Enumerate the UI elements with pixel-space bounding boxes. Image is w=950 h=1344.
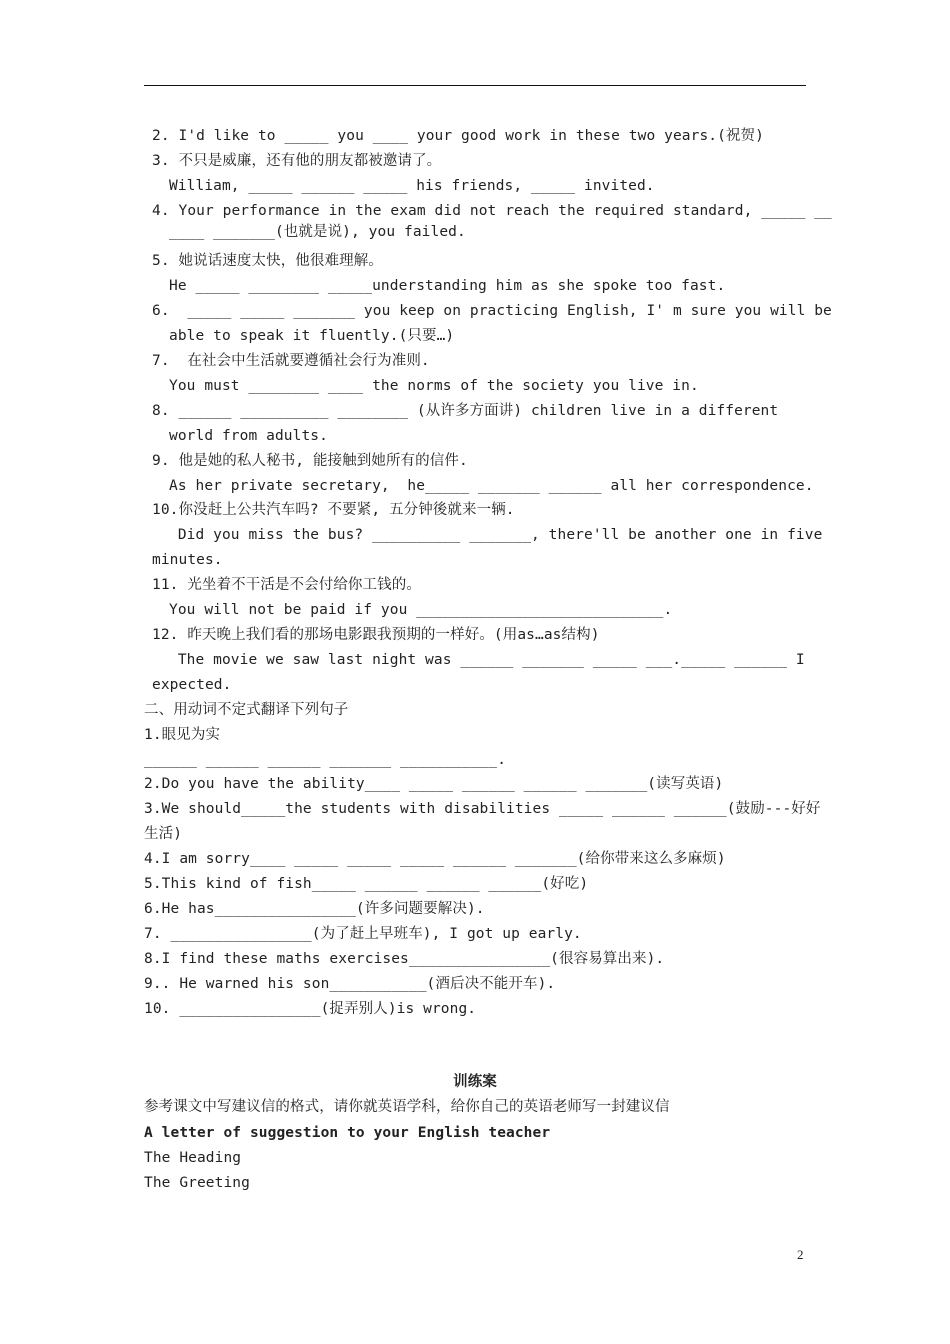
text-line: 10.你没赶上公共汽车吗? 不要紧, 五分钟後就来一辆. [152, 502, 515, 518]
text-line: minutes. [152, 552, 223, 568]
text-line: ______ ______ ______ _______ ___________. [144, 752, 507, 768]
text-line: 4. Your performance in the exam did not reach the required standard, _____ __ [152, 203, 832, 219]
text-line: The movie we saw last night was ______ _______ _____ ___._____ ______ I [169, 652, 805, 668]
text-line: 12. 昨天晚上我们看的那场电影跟我预期的一样好。(用as…as结构) [152, 627, 600, 643]
text-line: 5.This kind of fish_____ ______ ______ ______(好吃) [144, 876, 589, 892]
text-line: 5. 她说话速度太快，他很难理解。 [152, 253, 383, 269]
text-line: 6.He has________________(许多问题要解决). [144, 901, 485, 917]
text-line: A letter of suggestion to your English teacher [144, 1125, 551, 1141]
text-line: He _____ ________ _____understanding him as she spoke too fast. [169, 278, 726, 294]
text-line: As her private secretary, he_____ _______ ______ all her correspondence. [169, 478, 814, 494]
text-line: able to speak it fluently.(只要…) [169, 328, 455, 344]
text-line: 11. 光坐着不干活是不会付给你工钱的。 [152, 577, 421, 593]
text-line: 6. _____ _____ _______ you keep on practicing English, I' m sure you will be [152, 303, 832, 319]
text-line: You will not be paid if you ____________________________. [169, 602, 673, 618]
text-line: 生活) [144, 826, 183, 842]
text-line: The Greeting [144, 1175, 250, 1191]
text-line: 二、用动词不定式翻译下列句子 [144, 702, 349, 718]
text-line: The Heading [144, 1150, 242, 1166]
text-line: 1.眼见为实 [144, 727, 221, 743]
text-line: Did you miss the bus? __________ _______, there'll be another one in five [169, 527, 823, 543]
text-line: 8. ______ __________ ________ (从许多方面讲) children live in a different [152, 403, 779, 419]
text-line: 2. I'd like to _____ you ____ your good work in these two years.(祝贺) [152, 128, 764, 144]
text-line: 7. 在社会中生活就要遵循社会行为准则. [152, 353, 430, 369]
text-line: ____ _______(也就是说), you failed. [169, 224, 466, 240]
text-line: expected. [152, 677, 232, 693]
text-line: William, _____ ______ _____ his friends, _____ invited. [169, 178, 655, 194]
text-line: 参考课文中写建议信的格式，请你就英语学科，给你自己的英语老师写一封建议信 [144, 1099, 670, 1115]
text-line: 7. ________________(为了赶上早班车), I got up early. [144, 926, 582, 942]
text-line: 4.I am sorry____ _____ _____ _____ ______ _______(给你带来这么多麻烦) [144, 851, 726, 867]
text-line: 10. ________________(捉弄别人)is wrong. [144, 1001, 477, 1017]
text-line: 2.Do you have the ability____ _____ ______ ______ _______(读写英语) [144, 776, 724, 792]
page-number: 2 [797, 1247, 804, 1262]
text-line: 9.. He warned his son___________(酒后决不能开车). [144, 976, 556, 992]
text-line: 3.We should_____the students with disabilities _____ ______ ______(鼓励---好好 [144, 801, 821, 817]
text-line: 3. 不只是威廉，还有他的朋友都被邀请了。 [152, 153, 442, 169]
header-rule [144, 85, 806, 86]
text-line: world from adults. [169, 428, 328, 444]
text-line: You must ________ ____ the norms of the society you live in. [169, 378, 699, 394]
text-line: 训练案 [453, 1074, 497, 1090]
text-line: 8.I find these maths exercises________________(很容易算出来). [144, 951, 665, 967]
text-line: 9. 他是她的私人秘书, 能接触到她所有的信件. [152, 453, 468, 469]
